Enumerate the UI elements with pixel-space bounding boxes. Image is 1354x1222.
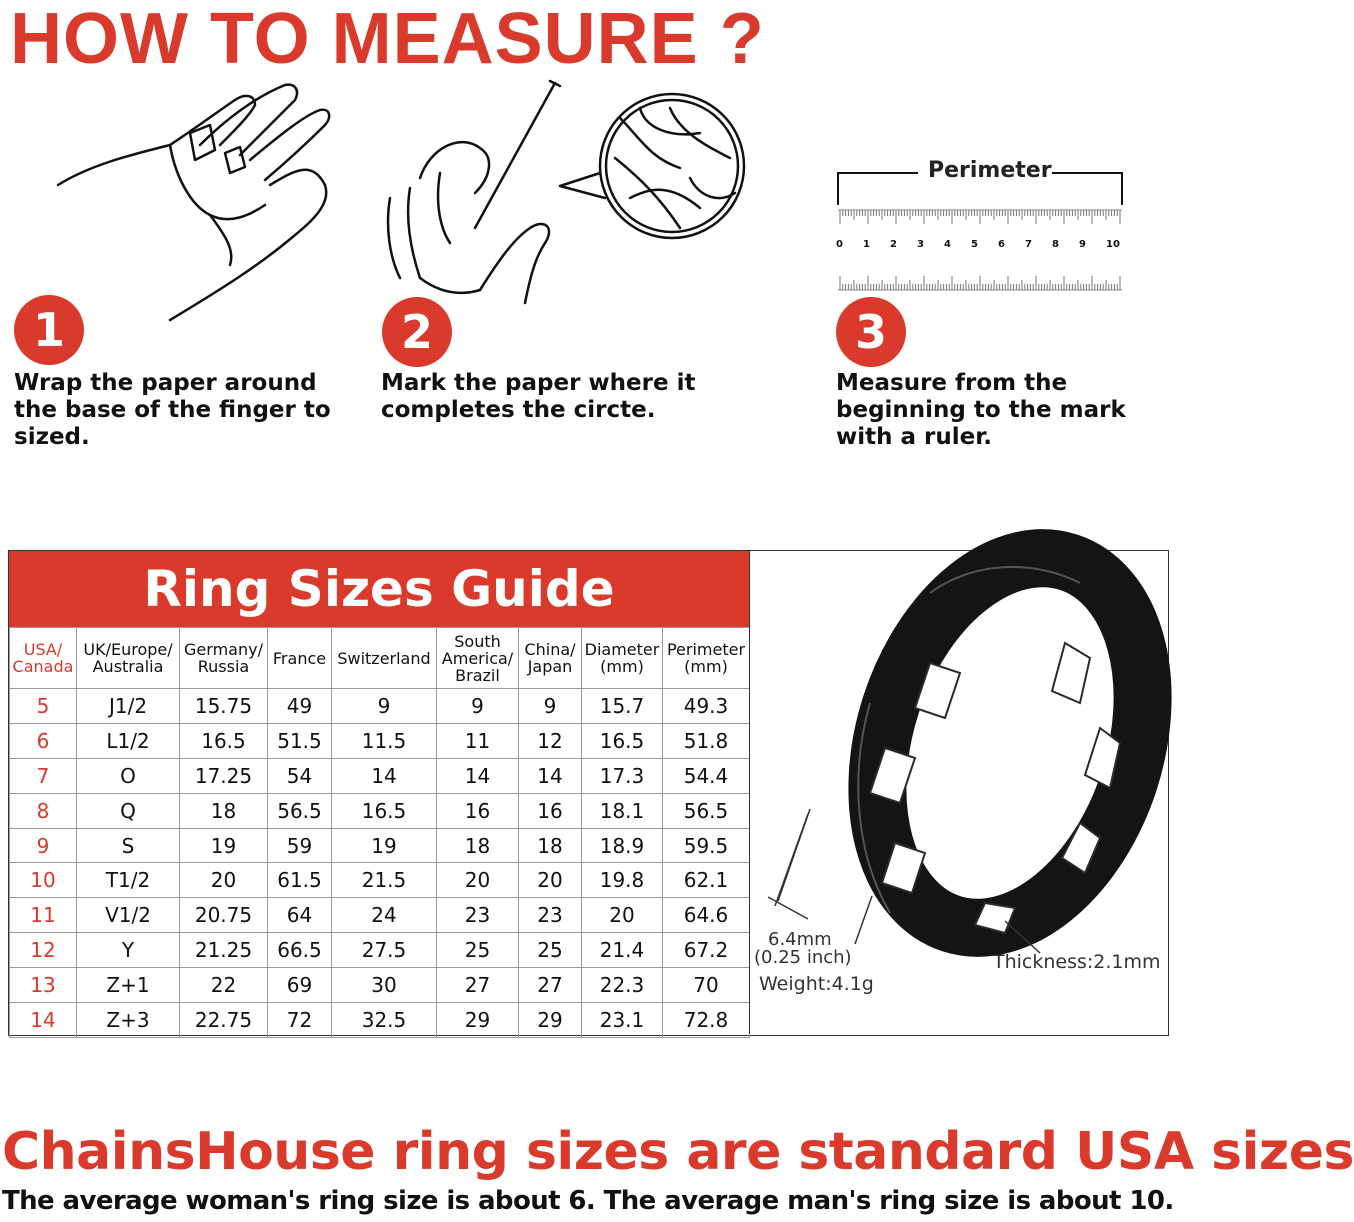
size-cell: L1/2 bbox=[77, 723, 180, 758]
size-cell: 18 bbox=[519, 828, 582, 863]
size-cell: 61.5 bbox=[268, 863, 332, 898]
size-cell: 25 bbox=[519, 933, 582, 968]
size-cell: Z+1 bbox=[77, 968, 180, 1003]
size-cell: 21.4 bbox=[582, 933, 663, 968]
table-row bbox=[10, 863, 750, 898]
size-cell: 19 bbox=[180, 828, 268, 863]
ruler-number: 3 bbox=[917, 239, 924, 250]
size-cell: 64 bbox=[268, 898, 332, 933]
size-cell: 54.4 bbox=[663, 758, 750, 793]
column-header: South America/ Brazil bbox=[437, 628, 519, 689]
size-cell: Q bbox=[77, 793, 180, 828]
size-cell: 27.5 bbox=[332, 933, 437, 968]
size-cell: J1/2 bbox=[77, 689, 180, 724]
size-cell: 62.1 bbox=[663, 863, 750, 898]
column-header: USA/ Canada bbox=[10, 628, 77, 689]
ruler-number: 5 bbox=[971, 239, 978, 250]
step-2-badge: 2 bbox=[382, 297, 452, 367]
size-cell: 14 bbox=[332, 758, 437, 793]
size-cell: 49 bbox=[268, 689, 332, 724]
footer-headline: ChainsHouse ring sizes are standard USA sizes bbox=[2, 1122, 1354, 1182]
size-cell: 16.5 bbox=[332, 793, 437, 828]
size-cell: 49.3 bbox=[663, 689, 750, 724]
size-cell: 16.5 bbox=[582, 723, 663, 758]
guide-title: Ring Sizes Guide bbox=[9, 551, 749, 627]
usa-size-cell: 7 bbox=[10, 758, 77, 793]
size-cell: 20 bbox=[519, 863, 582, 898]
ring-width-inch: (0.25 inch) bbox=[754, 947, 852, 968]
size-cell: T1/2 bbox=[77, 863, 180, 898]
step-2-text: Mark the paper where it completes the circte. bbox=[381, 370, 696, 423]
table-row bbox=[10, 1003, 750, 1038]
size-cell: 18 bbox=[180, 793, 268, 828]
ruler-number: 2 bbox=[890, 239, 897, 250]
footer-note: The average woman's ring size is about 6. The average man's ring size is about 10. bbox=[2, 1186, 1174, 1216]
size-cell: 19.8 bbox=[582, 863, 663, 898]
table-body bbox=[10, 689, 750, 1038]
size-cell: 66.5 bbox=[268, 933, 332, 968]
size-cell: 15.7 bbox=[582, 689, 663, 724]
hand-marking-illustration bbox=[380, 78, 750, 318]
size-cell: 69 bbox=[268, 968, 332, 1003]
size-cell: 32.5 bbox=[332, 1003, 437, 1038]
size-cell: O bbox=[77, 758, 180, 793]
step-1-badge: 1 bbox=[14, 295, 84, 365]
step-1-text: Wrap the paper around the base of the finger to sized. bbox=[14, 370, 331, 450]
usa-size-cell: 6 bbox=[10, 723, 77, 758]
size-cell: 30 bbox=[332, 968, 437, 1003]
size-cell: 9 bbox=[332, 689, 437, 724]
size-cell: 54 bbox=[268, 758, 332, 793]
ruler-number: 6 bbox=[998, 239, 1005, 250]
size-cell: 20.75 bbox=[180, 898, 268, 933]
usa-size-cell: 12 bbox=[10, 933, 77, 968]
ring-weight: Weight:4.1g bbox=[759, 973, 874, 995]
size-cell: 67.2 bbox=[663, 933, 750, 968]
column-header: Switzerland bbox=[332, 628, 437, 689]
size-cell: 19 bbox=[332, 828, 437, 863]
column-header: Perimeter (mm) bbox=[663, 628, 750, 689]
size-cell: 21.25 bbox=[180, 933, 268, 968]
size-cell: 72.8 bbox=[663, 1003, 750, 1038]
size-cell: 56.5 bbox=[663, 793, 750, 828]
size-cell: 20 bbox=[582, 898, 663, 933]
size-cell: 70 bbox=[663, 968, 750, 1003]
table-row bbox=[10, 689, 750, 724]
column-header: Germany/ Russia bbox=[180, 628, 268, 689]
usa-size-cell: 13 bbox=[10, 968, 77, 1003]
table-row bbox=[10, 898, 750, 933]
size-cell: 11 bbox=[437, 723, 519, 758]
step-3-text: Measure from the beginning to the mark with a ruler. bbox=[836, 370, 1126, 450]
size-cell: 22.3 bbox=[582, 968, 663, 1003]
table-row bbox=[10, 793, 750, 828]
table-row bbox=[10, 933, 750, 968]
size-cell: 51.5 bbox=[268, 723, 332, 758]
ruler-illustration bbox=[832, 155, 1132, 295]
size-cell: 64.6 bbox=[663, 898, 750, 933]
size-cell: 25 bbox=[437, 933, 519, 968]
ring-thickness: Thickness:2.1mm bbox=[993, 951, 1161, 973]
size-cell: 18.1 bbox=[582, 793, 663, 828]
size-cell: 22.75 bbox=[180, 1003, 268, 1038]
ruler-number: 4 bbox=[944, 239, 951, 250]
size-cell: 20 bbox=[437, 863, 519, 898]
size-cell: 17.3 bbox=[582, 758, 663, 793]
size-cell: 18 bbox=[437, 828, 519, 863]
usa-size-cell: 8 bbox=[10, 793, 77, 828]
table-header-row bbox=[10, 628, 750, 689]
size-cell: 16 bbox=[519, 793, 582, 828]
hand-wrap-illustration bbox=[50, 75, 340, 325]
size-cell: 14 bbox=[437, 758, 519, 793]
size-cell: 27 bbox=[437, 968, 519, 1003]
column-header: China/ Japan bbox=[519, 628, 582, 689]
size-cell: 23 bbox=[437, 898, 519, 933]
step-3-badge: 3 bbox=[836, 297, 906, 367]
table-row bbox=[10, 723, 750, 758]
ruler-number: 1 bbox=[863, 239, 870, 250]
size-cell: S bbox=[77, 828, 180, 863]
size-cell: 16.5 bbox=[180, 723, 268, 758]
ruler-label: Perimeter bbox=[928, 158, 1052, 183]
table-row bbox=[10, 828, 750, 863]
usa-size-cell: 9 bbox=[10, 828, 77, 863]
ruler-number: 9 bbox=[1079, 239, 1086, 250]
size-cell: 27 bbox=[519, 968, 582, 1003]
column-header: France bbox=[268, 628, 332, 689]
size-cell: 18.9 bbox=[582, 828, 663, 863]
size-cell: 59.5 bbox=[663, 828, 750, 863]
ruler-number: 10 bbox=[1106, 239, 1120, 250]
ruler-number: 8 bbox=[1052, 239, 1059, 250]
ring-width-mm: 6.4mm bbox=[768, 929, 832, 950]
ruler-numbers bbox=[832, 239, 1132, 255]
ruler-number: 0 bbox=[836, 239, 843, 250]
size-cell: 23 bbox=[519, 898, 582, 933]
size-cell: 14 bbox=[519, 758, 582, 793]
ruler-number: 7 bbox=[1025, 239, 1032, 250]
size-cell: 17.25 bbox=[180, 758, 268, 793]
size-cell: V1/2 bbox=[77, 898, 180, 933]
size-cell: 29 bbox=[519, 1003, 582, 1038]
usa-size-cell: 10 bbox=[10, 863, 77, 898]
size-cell: 59 bbox=[268, 828, 332, 863]
size-table bbox=[9, 627, 750, 1038]
size-cell: Z+3 bbox=[77, 1003, 180, 1038]
ring-panel bbox=[749, 551, 1168, 1034]
size-cell: 16 bbox=[437, 793, 519, 828]
size-cell: Y bbox=[77, 933, 180, 968]
size-cell: 51.8 bbox=[663, 723, 750, 758]
size-cell: 23.1 bbox=[582, 1003, 663, 1038]
size-cell: 22 bbox=[180, 968, 268, 1003]
usa-size-cell: 5 bbox=[10, 689, 77, 724]
usa-size-cell: 11 bbox=[10, 898, 77, 933]
usa-size-cell: 14 bbox=[10, 1003, 77, 1038]
size-cell: 72 bbox=[268, 1003, 332, 1038]
size-cell: 29 bbox=[437, 1003, 519, 1038]
table-row bbox=[10, 758, 750, 793]
size-cell: 9 bbox=[437, 689, 519, 724]
ring-size-guide bbox=[8, 550, 1169, 1036]
size-cell: 56.5 bbox=[268, 793, 332, 828]
size-cell: 24 bbox=[332, 898, 437, 933]
size-cell: 21.5 bbox=[332, 863, 437, 898]
size-cell: 15.75 bbox=[180, 689, 268, 724]
page-title: HOW TO MEASURE ? bbox=[10, 0, 765, 79]
size-cell: 11.5 bbox=[332, 723, 437, 758]
column-header: UK/Europe/ Australia bbox=[77, 628, 180, 689]
table-row bbox=[10, 968, 750, 1003]
size-cell: 9 bbox=[519, 689, 582, 724]
size-cell: 20 bbox=[180, 863, 268, 898]
column-header: Diameter (mm) bbox=[582, 628, 663, 689]
size-cell: 12 bbox=[519, 723, 582, 758]
